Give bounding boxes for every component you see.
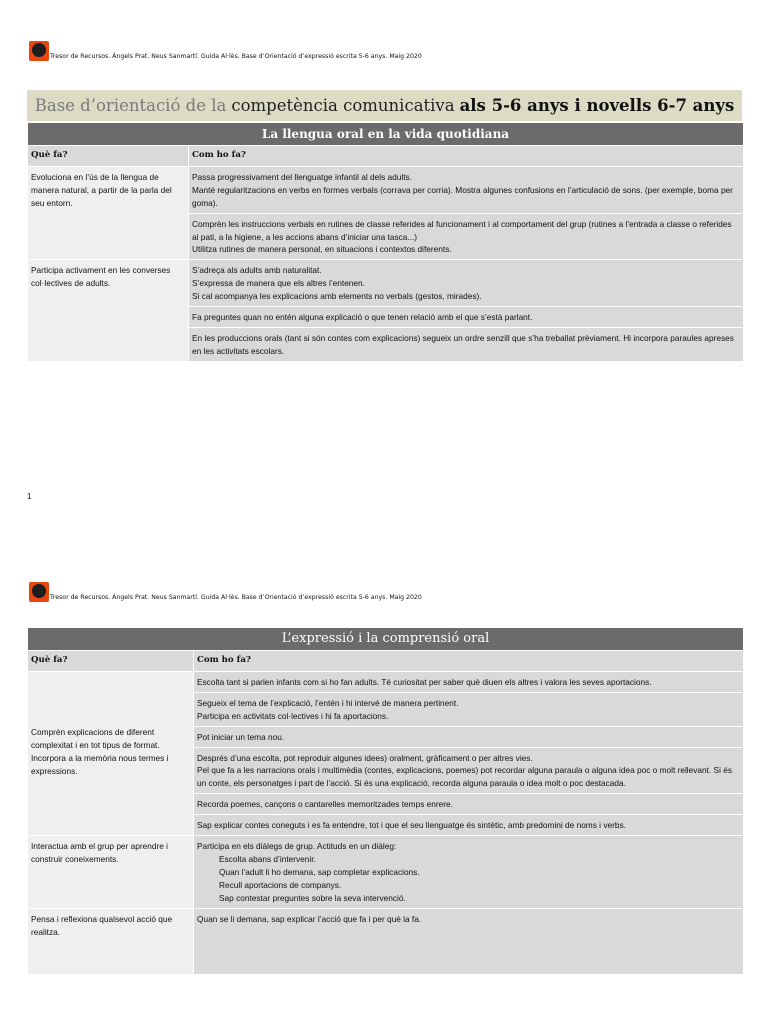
- how-cell: [189, 307, 744, 328]
- how-line: Pel que fa a les narracions orals i multimèdia (contes, explicacions, poemes) pot recordar alguna paraula o alguna idea poc o molt rellevant. Si és un conte, els personatges i part de l’acció. Si és una explicació, recorda alguna paraula o idea molt o poc destacada.: [197, 765, 732, 789]
- how-line: En les produccions orals (tant si són contes com explicacions) segueix un ordre senzill que s’ha treballat prèviament. Hi incorpora paraules apreses en les activitats escolars.: [192, 332, 734, 356]
- how-cell: [194, 747, 744, 794]
- how-line: Si cal acompanya les explicacions amb elements no verbals (gestos, mirades).: [192, 291, 482, 302]
- how-line: Utilitza rutines de manera personal, en situacions i contextos diferents.: [192, 244, 452, 255]
- how-line: Recorda poemes, cançons o cantarelles memoritzades temps enrere.: [197, 799, 453, 810]
- page-title: [27, 90, 742, 121]
- section-heading: L’expressió i la comprensió oral: [28, 628, 744, 651]
- how-line: Escolta tant si parlen infants com si ho fan adults. Té curiositat per saber què diuen els altres i valora les seves aportacions.: [197, 676, 652, 687]
- how-line: Passa progressivament del llenguatge infantil al dels adults.: [192, 171, 412, 182]
- how-list-item: Sap contestar preguntes sobre la seva intervenció.: [219, 892, 406, 903]
- how-list-item: Quan l’adult li ho demana, sap completar explicacions.: [219, 866, 420, 877]
- column-header-what: Què fa?: [28, 146, 189, 167]
- how-cell: [194, 671, 744, 692]
- title-part-3: als 5-6 anys i novells 6-7 anys: [459, 96, 735, 115]
- how-line: Fa preguntes quan no entén alguna explicació o que tenen relació amb el que s’està parlant.: [192, 312, 533, 323]
- how-line: Pot iniciar un tema nou.: [197, 731, 285, 742]
- how-line: Manté regularitzacions en verbs en formes verbals (corrava per corria). Mostra algunes confusions en l’articulació de sons. (per exemple, boma per goma).: [192, 184, 733, 208]
- how-cell: [189, 213, 744, 260]
- how-list-item: Recull aportacions de companys.: [219, 879, 342, 890]
- column-header-what: Què fa?: [28, 651, 194, 672]
- what-cell: Interactua amb el grup per aprendre i construir coneixements.: [28, 836, 194, 909]
- how-line: S’adreça als adults amb naturalitat.: [192, 265, 322, 276]
- header-text: Tresor de Recursos. Àngels Prat. Neus Sanmartí. Guida Al·lès. Base d’Orientació d’expressió escrita 5-6 anys. Maig 2020: [50, 52, 422, 60]
- how-line: Segueix el tema de l’explicació, l’entén i hi intervé de manera pertinent.: [197, 697, 459, 708]
- how-cell: [194, 815, 744, 836]
- how-cell: [194, 692, 744, 726]
- logo-icon: [29, 582, 49, 602]
- what-cell: Pensa i reflexiona qualsevol acció que realitza.: [28, 908, 194, 974]
- how-cell: [194, 726, 744, 747]
- how-cell: [189, 327, 744, 361]
- header-text: Tresor de Recursos. Àngels Prat. Neus Sanmartí. Guida Al·lès. Base d’Orientació d’expressió escrita 5-6 anys. Maig 2020: [50, 593, 422, 601]
- what-cell: Evoluciona en l’ús de la llengua de manera natural, a partir de la parla del seu entorn.: [28, 166, 189, 259]
- section-heading: La llengua oral en la vida quotidiana: [28, 123, 744, 146]
- column-header-how: Com ho fa?: [189, 146, 744, 167]
- title-part-1: Base d’orientació de la: [34, 96, 227, 115]
- what-cell: Participa activament en les converses col·lectives de adults.: [28, 260, 189, 361]
- page-header: [29, 41, 422, 61]
- how-cell: [189, 166, 744, 213]
- logo-icon: [29, 41, 49, 61]
- oral-expression-table: [27, 627, 744, 975]
- page-number: 1: [27, 492, 32, 501]
- how-line: Després d’una escolta, pot reproduir algunes idees) oralment, gràficament o per altres vies.: [197, 752, 533, 763]
- how-line: S’expressa de manera que els altres l’entenen.: [192, 278, 365, 289]
- column-header-how: Com ho fa?: [194, 651, 744, 672]
- how-line: Quan se li demana, sap explicar l’acció que fa i per què la fa.: [197, 913, 422, 924]
- how-cell: [194, 794, 744, 815]
- how-line: Sap explicar contes coneguts i es fa entendre, tot i que el seu llenguatge és sintètic, amb predomini de noms i verbs.: [197, 820, 626, 831]
- how-list-item: Escolta abans d’intervenir.: [219, 853, 316, 864]
- page-header: [29, 582, 422, 602]
- how-line: Comprèn les instruccions verbals en rutines de classe referides al funcionament i al comportament del grup (rutines a l’entrada a classe o referides al pati, a la higiene, a les accions abans d’iniciar una tasca...): [192, 218, 732, 242]
- how-cell: [189, 260, 744, 307]
- what-cell: Comprèn explicacions de diferent complexitat i en tot tipus de format. Incorpora a la memòria nous termes i expressions.: [28, 671, 194, 835]
- how-cell: [194, 908, 744, 974]
- how-intro: Participa en els diàlegs de grup. Actituds en un diàleg:: [197, 841, 397, 852]
- title-part-2: competència comunicativa: [231, 96, 455, 115]
- oral-language-table: [27, 122, 744, 362]
- how-line: Participa en activitats col·lectives i hi fa aportacions.: [197, 710, 389, 721]
- how-cell: [194, 836, 744, 909]
